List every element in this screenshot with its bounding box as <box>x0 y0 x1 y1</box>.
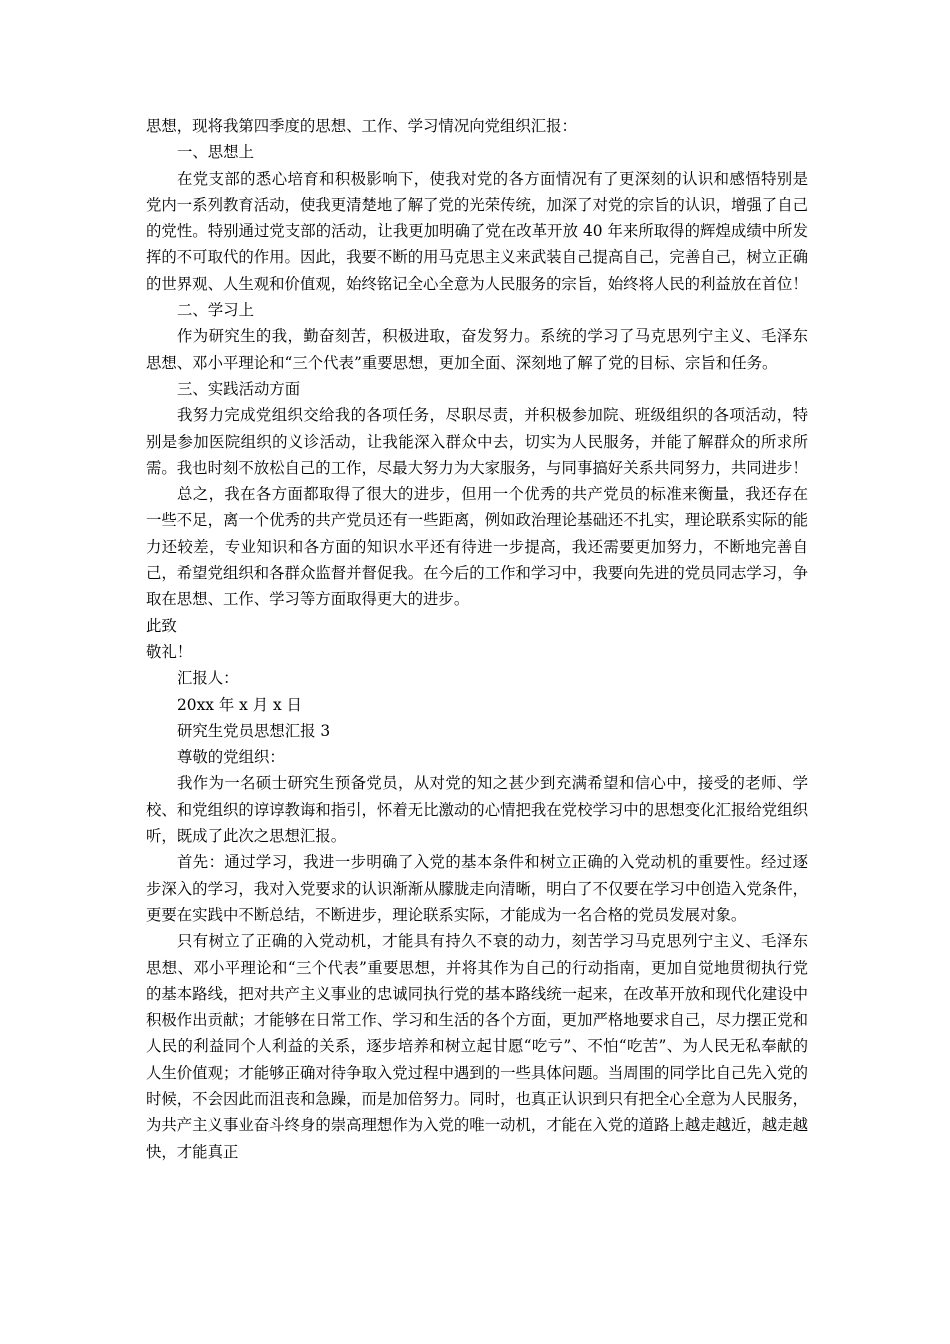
paragraph: 我作为一名硕士研究生预备党员，从对党的知之甚少到充满希望和信心中，接受的老师、学校、和党组织的谆谆教诲和指引，怀着无比激动的心情把我在党校学习中的思想变化汇报给党组织听，既成了此次之思想汇报。 <box>146 774 808 846</box>
signature-label: 汇报人： <box>177 669 239 688</box>
closing-salutation: 此致 <box>146 616 177 635</box>
paragraph: 在党支部的悉心培育和积极影响下，使我对党的各方面情况有了更深刻的认识和感悟特别是党内一系列教育活动，使我更清楚地了解了党的光荣传统，加深了对党的宗旨的认识，增强了自己的党性。特别通过党支部的活动，让我更加明确了党在改革开放 40 年来所取得的辉煌成绩中所发挥的不可取代的作用。因此，我要不断的用马克思主义来武装自己提高自己，完善自己，树立正确的世界观、人生观和价值观，始终铭记全心全意为人民服务的宗旨，始终将人民的利益放在首位！ <box>146 169 808 293</box>
paragraph: 思想，现将我第四季度的思想、工作、学习情况向党组织汇报： <box>146 117 577 135</box>
closing-salutation: 敬礼！ <box>146 642 193 661</box>
paragraph: 总之，我在各方面都取得了很大的进步，但用一个优秀的共产党员的标准来衡量，我还存在一些不足，离一个优秀的共产党员还有一些距离，例如政治理论基础还不扎实，理论联系实际的能力还较差，专业知识和各方面的知识水平还有待进一步提高，我还需要更加努力，不断地完善自己，希望党组织和各群众监督并督促我。在今后的工作和学习中，我要向先进的党员同志学习，争取在思想、工作、学习等方面取得更大的进步。 <box>146 485 808 609</box>
report-date: 20xx 年 x 月 x 日 <box>177 695 302 714</box>
greeting: 尊敬的党组织： <box>177 748 285 767</box>
section-heading: 二、学习上 <box>177 301 254 320</box>
document-body <box>146 113 808 1165</box>
report-title: 研究生党员思想汇报 3 <box>177 721 331 740</box>
paragraph: 首先：通过学习，我进一步明确了入党的基本条件和树立正确的入党动机的重要性。经过逐步深入的学习，我对入党要求的认识渐渐从朦胧走向清晰，明白了不仅要在学习中创造入党条件，更要在实践中不断总结，不断进步，理论联系实际，才能成为一名合格的党员发展对象。 <box>146 853 808 924</box>
section-heading: 一、思想上 <box>177 143 254 162</box>
section-heading: 三、实践活动方面 <box>177 379 301 398</box>
paragraph: 作为研究生的我，勤奋刻苦，积极进取，奋发努力。系统的学习了马克思列宁主义、毛泽东思想、邓小平理论和“三个代表”重要思想，更加全面、深刻地了解了党的目标、宗旨和任务。 <box>146 327 808 372</box>
paragraph: 我努力完成党组织交给我的各项任务，尽职尽责，并积极参加院、班级组织的各项活动，特别是参加医院组织的义诊活动，让我能深入群众中去，切实为人民服务，并能了解群众的所求所需。我也时刻不放松自己的工作，尽最大努力为大家服务，与同事搞好关系共同努力，共同进步！ <box>146 406 808 477</box>
paragraph: 只有树立了正确的入党动机，才能具有持久不衰的动力，刻苦学习马克思列宁主义、毛泽东思想、邓小平理论和“三个代表”重要思想，并将其作为自己的行动指南，更加自觉地贯彻执行党的基本路线，把对共产主义事业的忠诚同执行党的基本路线统一起来，在改革开放和现代化建设中积极作出贡献；才能够在日常工作、学习和生活的各个方面，更加严格地要求自己，尽力摆正党和人民的利益同个人利益的关系，逐步培养和树立起甘愿“吃亏”、不怕“吃苦”、为人民无私奉献的人生价值观；才能够正确对待争取入党过程中遇到的一些具体问题。当周围的同学比自己先入党的时候，不会因此而沮丧和急躁，而是加倍努力。同时，也真正认识到只有把全心全意为人民服务，为共产主义事业奋斗终身的崇高理想作为入党的唯一动机，才能在入党的道路上越走越近，越走越快，才能真正 <box>146 932 808 1161</box>
